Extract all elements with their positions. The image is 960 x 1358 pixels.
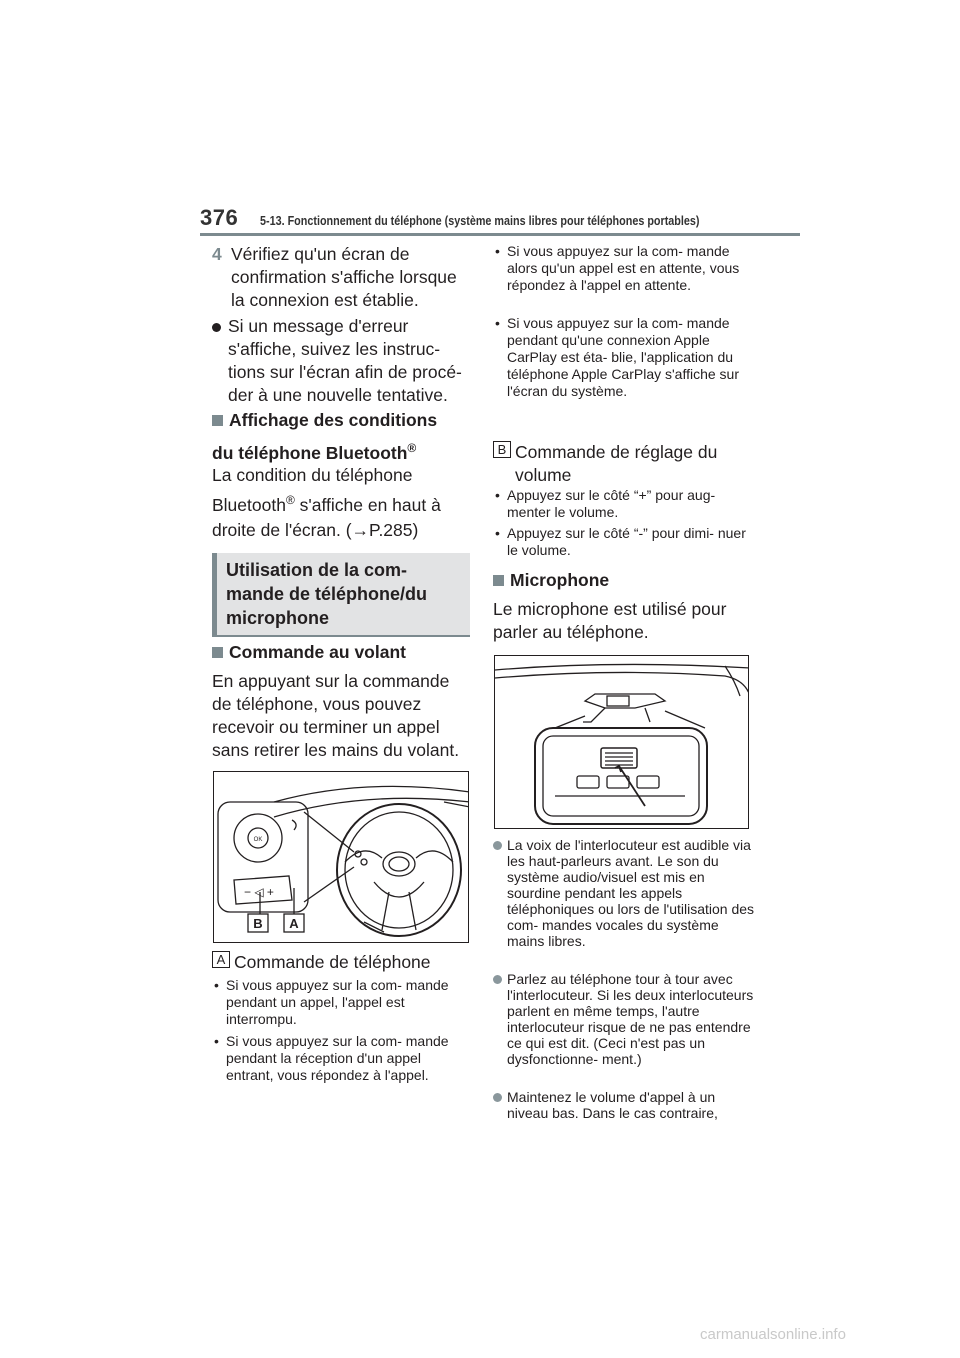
label-a-line <box>212 951 470 974</box>
section-title: Utilisation de la com- mande de téléphone/du microphone <box>226 560 428 628</box>
note-item: La voix de l'interlocuteur est audible via les haut-parleurs avant. Le son du système audio/visuel est mis en sourdine pendant les appels téléphoniques ou lors de l'utilisation des com- mandes vocales du système mains libres. <box>493 837 753 967</box>
bt-line-1: La condition du téléphone <box>212 465 413 485</box>
bullet-dot-icon: • <box>495 487 500 503</box>
bullet-dot-icon: • <box>495 315 500 331</box>
bullet-dot-icon <box>493 1093 502 1102</box>
steering-wheel-illustration <box>214 772 469 943</box>
heading-microphone <box>493 569 753 593</box>
list-item: • Si vous appuyez sur la com- mande alors qu'un appel est en attente, vous répondez à l'appel en attente. <box>495 243 740 293</box>
bullet-dot-icon: • <box>214 1033 219 1049</box>
note-item: Maintenez le volume d'appel à un niveau bas. Dans le cas contraire, <box>493 1089 753 1125</box>
note-item: Parlez au téléphone tour à tour avec l'interlocuteur. Si les deux interlocuteurs parlent en même temps, l'autre interlocuteur risque de ne pas entendre ce qui est dit. (Ceci n'est pas un dysfonctionne- ment.) <box>493 971 753 1085</box>
bluetooth-paragraph <box>212 463 470 543</box>
heading-bluetooth <box>212 409 470 461</box>
registered-mark: ® <box>407 441 417 455</box>
microphone-illustration <box>495 656 749 829</box>
heading-line-2: du téléphone Bluetooth® <box>212 441 417 463</box>
label-b-tag: B <box>493 441 511 458</box>
list-item: • Si vous appuyez sur la com- mande pendant un appel, l'appel est interrompu. <box>214 977 449 1027</box>
bullet-dot-icon <box>493 841 502 850</box>
list-item: • Si vous appuyez sur la com- mande pendant la réception d'un appel entrant, vous répondez à l'appel. <box>214 1033 449 1083</box>
step-text: Vérifiez qu'un écran de confirmation s'affiche lorsque la connexion est établie. <box>231 244 457 310</box>
bullet-error <box>212 315 470 409</box>
steering-wheel-figure <box>213 771 469 943</box>
bt-line-3: droite de l'écran. (→P.285) <box>212 519 419 540</box>
page-number: 376 <box>200 205 239 230</box>
watermark: carmanualsonline.info <box>700 1326 846 1343</box>
square-bullet-icon <box>493 575 504 586</box>
svg-text:− ◁ +: − ◁ + <box>244 885 274 899</box>
ok-label: OK <box>253 837 263 843</box>
heading-wheel-text: Commande au volant <box>229 642 406 662</box>
heading-line-1: Affichage des conditions <box>229 410 438 430</box>
bullet-dot-icon <box>212 323 221 332</box>
bt-line-2: Bluetooth® s'affiche en haut à <box>212 493 441 515</box>
chapter-title: 5-13. Fonctionnement du téléphone (système mains libres pour téléphones portables) <box>260 213 700 228</box>
step-4 <box>212 243 470 315</box>
heading-wheel <box>212 641 470 665</box>
label-a-text: Commande de téléphone <box>234 952 431 972</box>
figure-label-a: A <box>289 916 299 931</box>
figure-label-b: B <box>253 916 263 931</box>
label-b-text-1: Commande de réglage du <box>515 442 718 462</box>
list-item: • Appuyez sur le côté “-” pour dimi- nuer le volume. <box>495 525 746 558</box>
label-b-text-2: volume <box>515 465 572 485</box>
heading-microphone-text: Microphone <box>510 570 610 590</box>
microphone-figure <box>494 655 749 829</box>
step-number: 4 <box>212 244 222 264</box>
microphone-paragraph: Le microphone est utilisé pour parler au téléphone. <box>493 599 727 642</box>
label-a-tag: A <box>212 951 230 968</box>
bullet-dot-icon: • <box>214 977 219 993</box>
bullet-dot-icon: • <box>495 243 500 259</box>
square-bullet-icon <box>212 415 223 426</box>
list-item: • Appuyez sur le côté “+” pour aug- menter le volume. <box>495 487 716 520</box>
section-title-box <box>212 553 470 637</box>
bullet-dot-icon <box>493 975 502 984</box>
page-header <box>200 205 800 235</box>
label-b-block <box>493 441 753 487</box>
wheel-paragraph: En appuyant sur la commande de téléphone, vous pouvez recevoir ou terminer un appel sans retirer les mains du volant. <box>212 671 460 760</box>
bullet-dot-icon: • <box>495 525 500 541</box>
list-item: • Si vous appuyez sur la com- mande pendant qu'une connexion Apple CarPlay est éta- blie, l'application du téléphone Apple CarPlay s'affiche sur l'écran du système. <box>495 315 740 399</box>
header-rule <box>200 233 800 236</box>
bullet-text: Si un message d'erreur s'affiche, suivez les instruc- tions sur l'écran afin de procé- der à une nouvelle tentative. <box>228 316 462 405</box>
square-bullet-icon <box>212 647 223 658</box>
registered-mark: ® <box>285 493 295 507</box>
